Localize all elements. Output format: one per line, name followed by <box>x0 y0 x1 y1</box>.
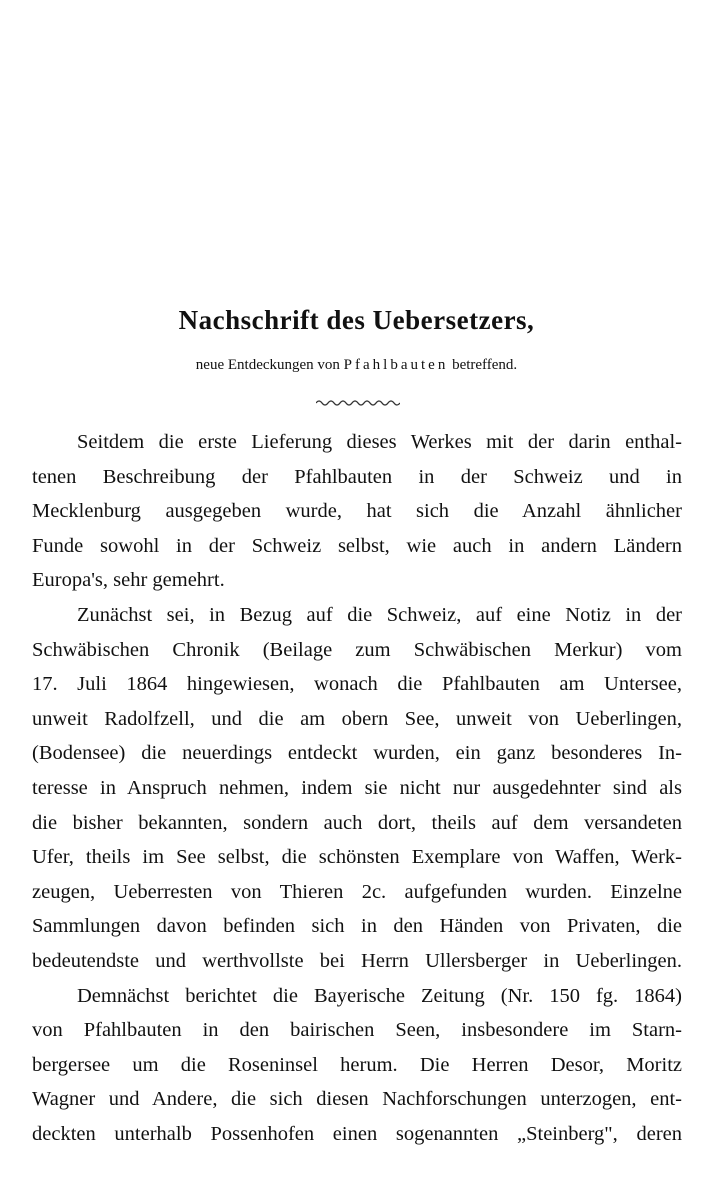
text-line: deckten unterhalb Possenhofen einen sogenannten „Steinberg", deren <box>32 1122 682 1145</box>
subtitle-part-1: neue Entdeckungen von <box>195 357 344 373</box>
subtitle-spaced-word: Pfahlbauten <box>343 357 449 373</box>
text-line: von Pfahlbauten in den bairischen Seen, insbesondere im Starn- <box>32 1019 682 1042</box>
text-line: Sammlungen davon befinden sich in den Händen von Privaten, die <box>32 915 682 938</box>
subtitle-part-2: betreffend. <box>448 357 518 373</box>
text-line: (Bodensee) die neuerdings entdeckt wurden, ein ganz besonderes In- <box>32 742 682 765</box>
text-line: Mecklenburg ausgegeben wurde, hat sich die Anzahl ähnlicher <box>32 500 682 523</box>
text-line: Wagner und Andere, die sich diesen Nachforschungen unterzogen, ent- <box>32 1088 682 1111</box>
text-line: Zunächst sei, in Bezug auf die Schweiz, auf eine Notiz in der <box>77 603 682 626</box>
wavy-rule-ornament <box>316 397 400 409</box>
text-line: tenen Beschreibung der Pfahlbauten in der Schweiz und in <box>32 465 682 488</box>
text-line: die bisher bekannten, sondern auch dort, theils auf dem versandeten <box>32 811 682 834</box>
text-line: Funde sowohl in der Schweiz selbst, wie auch in andern Ländern <box>32 534 682 557</box>
text-line: Demnächst berichtet die Bayerische Zeitung (Nr. 150 fg. 1864) <box>77 984 682 1007</box>
body-text <box>32 425 682 1151</box>
text-line: Schwäbischen Chronik (Beilage zum Schwäbischen Merkur) vom <box>32 638 682 661</box>
text-line: zeugen, Ueberresten von Thieren 2c. aufgefunden wurden. Einzelne <box>32 880 682 903</box>
text-line: teresse in Anspruch nehmen, indem sie nicht nur ausgedehnter sind als <box>32 776 682 799</box>
text-line: unweit Radolfzell, und die am obern See, unweit von Ueberlingen, <box>32 707 682 730</box>
text-line: bedeutendste und werthvollste bei Herrn Ullersberger in Ueberlingen. <box>32 949 682 972</box>
text-line: Europa's, sehr gemehrt. <box>32 569 225 592</box>
page-title: Nachschrift des Uebersetzers, <box>178 305 535 335</box>
text-line: 17. Juli 1864 hingewiesen, wonach die Pfahlbauten am Untersee, <box>32 673 682 696</box>
text-line: Ufer, theils im See selbst, die schönsten Exemplare von Waffen, Werk- <box>32 846 682 869</box>
text-line: bergersee um die Roseninsel herum. Die Herren Desor, Moritz <box>32 1053 682 1076</box>
text-line: Seitdem die erste Lieferung dieses Werkes mit der darin enthal- <box>77 431 682 453</box>
page-subtitle <box>0 357 713 374</box>
